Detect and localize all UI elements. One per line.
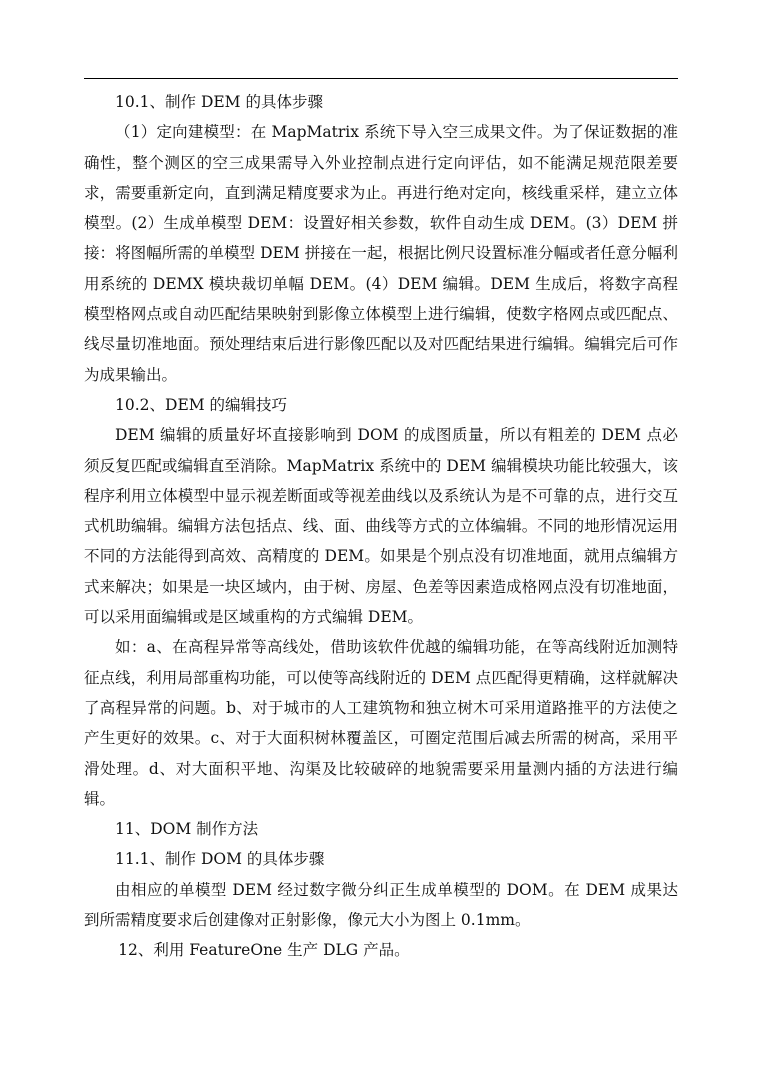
section-heading-10-1: 10.1、制作 DEM 的具体步骤 — [115, 93, 323, 111]
paragraph-dem-steps: （1）定向建模型：在 MapMatrix 系统下导入空三成果文件。为了保证数据的准确性，整个测区的空三成果需导入外业控制点进行定向评估，如不能满足规范限差要求，需要重新定向，直到满足精度要求为止。再进行绝对定向，核线重采样，建立立体模型。(2）生成单模型 DEM：设置好相关参数，软件自动生成 DEM。(3）DEM 拼接：将图幅所需的单模型 DEM 拼接在一起，根据比例尺设置标准分幅或者任意分幅利用系统的 DEMX 模块裁切单幅 DEM。(4）DEM 编辑。DEM 生成后，将数字高程模型格网点或自动匹配结果映射到影像立体模型上进行编辑，使数字格网点或匹配点、线尽量切准地面。预处理结束后进行影像匹配以及对匹配结果进行编辑。编辑完后可作为成果输出。 — [84, 123, 678, 384]
document-body — [84, 87, 678, 966]
section-heading-12: 12、利用 FeatureOne 生产 DLG 产品。 — [118, 941, 410, 960]
section-heading-10-2: 10.2、DEM 的编辑技巧 — [115, 395, 288, 414]
section-heading-11: 11、DOM 制作方法 — [115, 820, 259, 839]
paragraph-dem-examples: 如：a、在高程异常等高线处，借助该软件优越的编辑功能，在等高线附近加测特征点线，利用局部重构功能，可以使等高线附近的 DEM 点匹配得更精确，这样就解决了高程异常的问题。b、对于城市的人工建筑物和独立树木可采用道路推平的方法使之产生更好的效果。c、对于大面积树林覆盖区，可圈定范围后减去所需的树高，采用平滑处理。d、对大面积平地、沟渠及比较破碎的地貌需要采用量测内插的方法进行编辑。 — [84, 638, 678, 808]
paragraph-dom-steps: 由相应的单模型 DEM 经过数字微分纠正生成单模型的 DOM。在 DEM 成果达到所需精度要求后创建像对正射影像，像元大小为图上 0.1mm。 — [84, 880, 678, 930]
paragraph-dem-editing: DEM 编辑的质量好坏直接影响到 DOM 的成图质量，所以有粗差的 DEM 点必须反复匹配或编辑直至消除。MapMatrix 系统中的 DEM 编辑模块功能比较强大，该程序利用立体模型中显示视差断面或等视差曲线以及系统认为是不可靠的点，进行交互式机助编辑。编辑方法包括点、线、面、曲线等方式的立体编辑。不同的地形情况运用不同的方法能得到高效、高精度的 DEM。如果是个别点没有切准地面，就用点编辑方式来解决；如果是一块区域内，由于树、房屋、色差等因素造成格网点没有切准地面，可以采用面编辑或是区域重构的方式编辑 DEM。 — [84, 426, 678, 627]
section-heading-11-1: 11.1、制作 DOM 的具体步骤 — [115, 850, 325, 869]
header-rule — [84, 78, 678, 79]
